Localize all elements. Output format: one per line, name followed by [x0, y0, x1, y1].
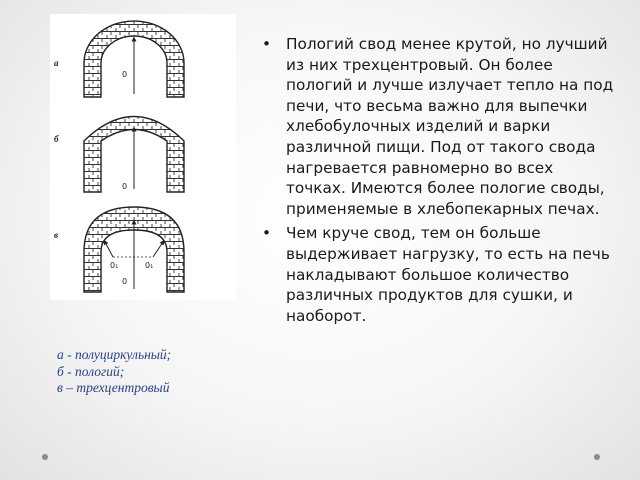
arch-v-right-center-label: 0₁ — [145, 261, 154, 270]
arch-b-diagram — [54, 117, 184, 193]
right-pager-dot — [594, 454, 600, 460]
arch-a-diagram — [54, 21, 184, 97]
arch-v-center-label: 0 — [122, 277, 128, 286]
arch-types-legend — [57, 347, 171, 397]
arch-v-diagram — [54, 207, 184, 292]
bullet-item — [262, 223, 614, 326]
left-pager-dot — [42, 454, 48, 460]
arch-diagrams-figure — [50, 14, 236, 300]
bullet-icon: • — [262, 35, 272, 53]
bullet-list — [262, 34, 614, 330]
bullet-icon: • — [262, 224, 272, 243]
bullet-text: Пологий свод менее крутой, но лучший из них трехцентровый. Он более пологий и лучше излучает тепло на под печи, что весьма важно для выпечки хлебобулочных изделий и варки различной пищи. Под от такого свода нагревается равномерно во всех точках. Имеются более пологие своды, применяемые в хлебопекарных печах. — [286, 35, 614, 218]
arch-b-center-label: 0 — [122, 182, 128, 191]
legend-item-v: в – трехцентровый — [57, 380, 170, 395]
bullet-text: Чем круче свод, тем он больше выдерживает нагрузку, то есть на печь накладывают большое количество различных продуктов для сушки, и наоборот. — [286, 224, 610, 325]
legend-item-b: б - пологий; — [57, 363, 125, 379]
legend-item-a: а - полуциркульный; — [57, 347, 172, 362]
arch-a-center-label: 0 — [122, 70, 128, 79]
arch-v-letter: в — [54, 230, 59, 240]
arch-diagrams-svg — [50, 14, 236, 300]
bullet-item — [262, 34, 614, 219]
arch-b-letter: б — [54, 134, 59, 144]
arch-v-left-center-label: 0₁ — [110, 261, 119, 270]
arch-a-letter: а — [54, 58, 59, 68]
